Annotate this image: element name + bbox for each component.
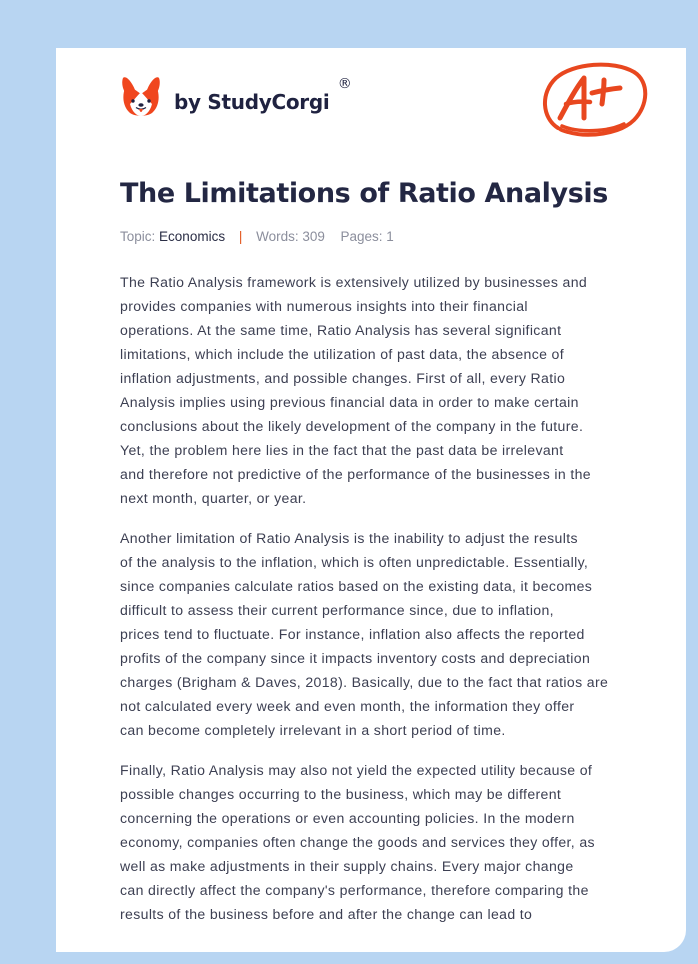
text-line: of the analysis to the inflation, which is often unpredictable. Essentially, (120, 554, 589, 570)
document-body (120, 270, 634, 942)
text-line: operations. At the same time, Ratio Analysis has several significant (120, 322, 562, 338)
text-line: Finally, Ratio Analysis may also not yield the expected utility because of (120, 762, 593, 778)
paragraph-3 (120, 758, 634, 926)
topic-link[interactable]: Economics (159, 229, 226, 244)
text-line: Another limitation of Ratio Analysis is the inability to adjust the results (120, 530, 578, 546)
page-count: Pages: 1 (340, 229, 394, 244)
registered-mark: ® (337, 76, 352, 92)
a-plus-badge-icon (538, 58, 650, 140)
text-line: limitations, which include the utilization of past data, the absence of (120, 346, 564, 362)
document-meta (120, 229, 394, 244)
text-line: charges (Brigham & Daves, 2018). Basically, due to the fact that ratios are (120, 674, 609, 690)
text-line: inflation adjustments, and possible changes. First of all, every Ratio (120, 370, 566, 386)
paragraph-2 (120, 526, 634, 742)
text-line: possible changes occurring to the business, which may be different (120, 786, 562, 802)
text-line: economy, companies often change the goods and services they offer, as (120, 834, 595, 850)
text-line: can become completely irrelevant in a short period of time. (120, 722, 506, 738)
meta-separator: | (238, 229, 243, 244)
text-line: provides companies with numerous insights into their financial (120, 298, 528, 314)
document-title: The Limitations of Ratio Analysis (120, 178, 608, 209)
text-line: Yet, the problem here lies in the fact that the past data be irrelevant (120, 442, 564, 458)
text-line: well as make adjustments in their supply chains. Every major change (120, 858, 574, 874)
text-line: profits of the company since it impacts inventory costs and depreciation (120, 650, 591, 666)
document-card (56, 48, 686, 952)
text-line: next month, quarter, or year. (120, 490, 307, 506)
text-line: difficult to assess their current performance since, due to inflation, (120, 602, 554, 618)
text-line: The Ratio Analysis framework is extensively utilized by businesses and (120, 274, 588, 290)
text-line: conclusions about the likely development of the company in the future. (120, 418, 584, 434)
text-line: concerning the operations or even accounting policies. In the modern (120, 810, 575, 826)
studycorgi-logo[interactable] (120, 74, 352, 120)
topic-label: Topic: (120, 229, 156, 244)
text-line: can directly affect the company's performance, therefore comparing the (120, 882, 589, 898)
text-line: Analysis implies using previous financial data in order to make certain (120, 394, 579, 410)
brand-text: by StudyCorgi (174, 90, 330, 114)
text-line: since companies calculate ratios based on the existing data, it becomes (120, 578, 593, 594)
brand-name (174, 76, 352, 114)
paragraph-1 (120, 270, 634, 510)
word-count: Words: 309 (256, 229, 325, 244)
text-line: and therefore not predictive of the performance of the businesses in the (120, 466, 591, 482)
text-line: not calculated every week and even month, the information they offer (120, 698, 575, 714)
text-line: results of the business before and after the change can lead to (120, 906, 533, 922)
text-line: prices tend to fluctuate. For instance, inflation also affects the reported (120, 626, 585, 642)
corgi-icon (120, 74, 162, 120)
